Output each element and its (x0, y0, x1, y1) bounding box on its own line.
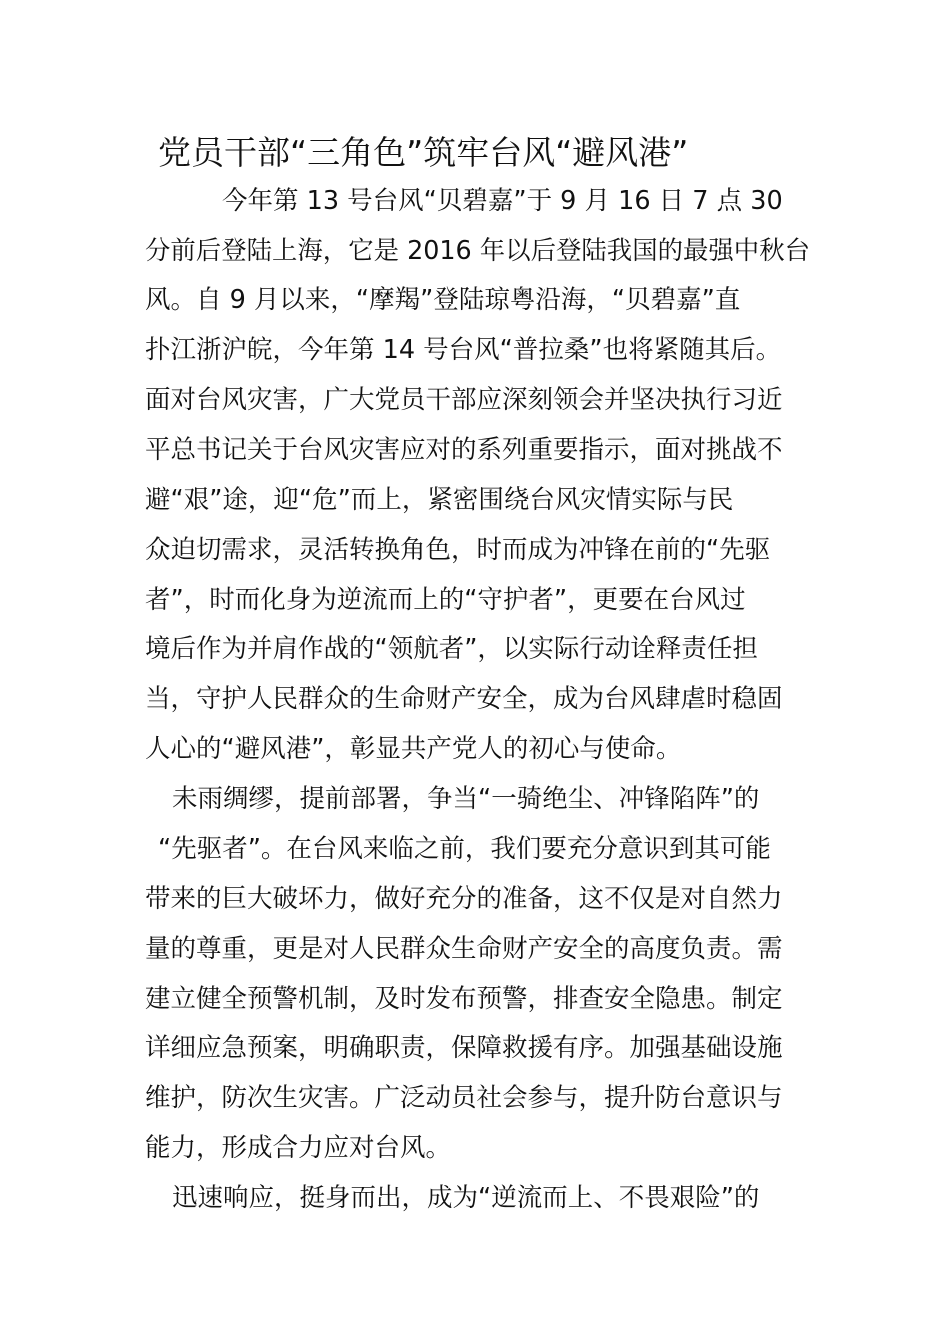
paragraph-line: 扑江浙沪皖，今年第 14 号台风“普拉桑”也将紧随其后。 (145, 335, 782, 365)
paragraph-line: 分前后登陆上海，它是 2016 年以后登陆我国的最强中秋台 (145, 236, 811, 266)
paragraph-line: 维护，防次生灾害。广泛动员社会参与，提升防台意识与 (145, 1083, 783, 1113)
paragraph-line: “先驱者”。在台风来临之前，我们要充分意识到其可能 (158, 834, 771, 864)
paragraph-line: 境后作为并肩作战的“领航者”，以实际行动诠释责任担 (145, 634, 758, 664)
paragraph-line: 量的尊重，更是对人民群众生命财产安全的高度负责。需 (145, 934, 783, 964)
paragraph-line: 能力，形成合力应对台风。 (145, 1133, 452, 1163)
paragraph-line: 未雨绸缪，提前部署，争当“一骑绝尘、冲锋陷阵”的 (172, 784, 760, 814)
paragraph-line: 详细应急预案，明确职责，保障救援有序。加强基础设施 (145, 1033, 783, 1063)
document-title: 党员干部“三角色”筑牢台风“避风港” (158, 133, 689, 172)
paragraph-line: 带来的巨大破坏力，做好充分的准备，这不仅是对自然力 (145, 884, 783, 914)
paragraph-line: 避“艰”途，迎“危”而上，紧密围绕台风灾情实际与民 (145, 485, 734, 515)
paragraph-line: 当，守护人民群众的生命财产安全，成为台风肆虐时稳固 (145, 684, 783, 714)
paragraph-line: 面对台风灾害，广大党员干部应深刻领会并坚决执行习近 (145, 385, 783, 415)
paragraph-line: 建立健全预警机制，及时发布预警，排查安全隐患。制定 (145, 984, 783, 1014)
paragraph-line: 迅速响应，挺身而出，成为“逆流而上、不畏艰险”的 (172, 1183, 760, 1213)
paragraph-line: 人心的“避风港”，彰显共产党人的初心与使命。 (145, 734, 682, 764)
paragraph-line: 者”，时而化身为逆流而上的“守护者”，更要在台风过 (145, 585, 746, 615)
paragraph-line: 众迫切需求，灵活转换角色，时而成为冲锋在前的“先驱 (145, 535, 771, 565)
paragraph-line: 风。自 9 月以来，“摩羯”登陆琼粤沿海，“贝碧嘉”直 (145, 285, 741, 315)
paragraph-line: 今年第 13 号台风“贝碧嘉”于 9 月 16 日 7 点 30 (222, 186, 783, 216)
paragraph-line: 平总书记关于台风灾害应对的系列重要指示，面对挑战不 (145, 435, 783, 465)
